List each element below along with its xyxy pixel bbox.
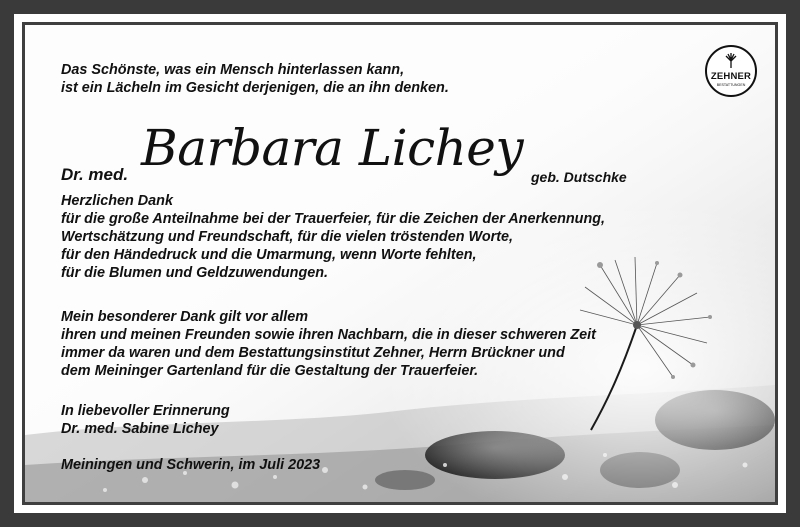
thanks-paragraph	[61, 192, 605, 282]
quote	[61, 61, 449, 97]
name-title: Dr. med.	[61, 165, 129, 184]
obituary-card	[22, 22, 778, 505]
logo-brand: ZEHNER	[710, 71, 752, 82]
thanks-line: Wertschätzung und Freundschaft, für die vielen tröstenden Worte,	[61, 229, 514, 245]
thanks-line: für die Blumen und Geldzuwendungen.	[61, 265, 329, 281]
memory-line: In liebevoller Erinnerung	[61, 403, 230, 419]
special-line: ihren und meinen Freunden sowie ihren Nachbarn, die in dieser schweren Zeit	[61, 327, 596, 343]
thanks-line: für die große Anteilnahme bei der Trauerfeier, für die Zeichen der Anerkennung,	[61, 211, 606, 227]
memory-paragraph	[61, 402, 230, 438]
zehner-logo	[705, 45, 757, 97]
special-line: Mein besonderer Dank gilt vor allem	[61, 309, 309, 325]
quote-line: Das Schönste, was ein Mensch hinterlassen kann,	[61, 62, 405, 78]
full-name: Barbara Lichey	[141, 119, 524, 177]
special-thanks-paragraph	[61, 308, 596, 380]
logo-subtitle: BESTATTUNGEN	[716, 83, 746, 87]
place-date: Meiningen und Schwerin, im Juli 2023	[61, 457, 321, 473]
memory-line: Dr. med. Sabine Lichey	[61, 421, 219, 437]
thanks-line: Herzlichen Dank	[61, 193, 173, 209]
special-line: immer da waren und dem Bestattungsinstitut Zehner, Herrn Brückner und	[61, 345, 565, 361]
quote-line: ist ein Lächeln im Gesicht derjenigen, die an ihn denken.	[61, 80, 449, 96]
thanks-line: für den Händedruck und die Umarmung, wenn Worte fehlten,	[61, 247, 477, 263]
birth-name: geb. Dutschke	[531, 169, 627, 185]
flower-icon	[721, 53, 741, 69]
special-line: dem Meininger Gartenland für die Gestaltung der Trauerfeier.	[61, 363, 479, 379]
